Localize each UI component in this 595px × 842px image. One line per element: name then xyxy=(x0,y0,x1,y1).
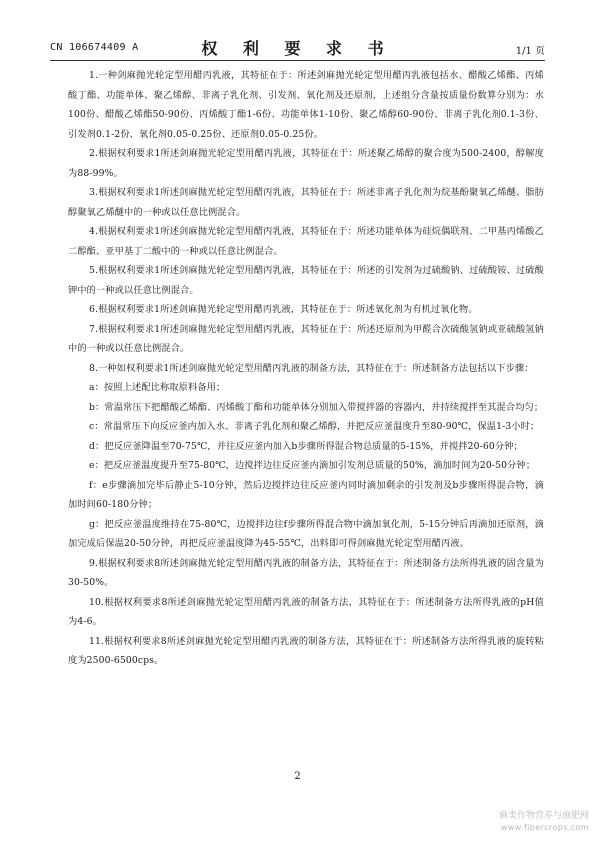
claim-2: 2.根据权利要求1所述剑麻抛光轮定型用醋丙乳液，其特征在于：所述聚乙烯醇的聚合度为500-2400，醇解度为88-99%。 xyxy=(68,148,544,179)
claim-7: 7.根据权利要求1所述剑麻抛光轮定型用醋丙乳液，其特征在于：所述还原剂为甲醛合次硫酸氢钠或亚硫酸氢钠中的一种或以任意比例混合。 xyxy=(68,323,544,354)
claim-3: 3.根据权利要求1所述剑麻抛光轮定型用醋丙乳液，其特征在于：所述非离子乳化剂为烷基酚聚氧乙烯醚、脂肪醇聚氧乙烯醚中的一种或以任意比例混合。 xyxy=(68,187,544,218)
watermark-url: www.fibercrops.com xyxy=(500,823,589,832)
watermark xyxy=(499,810,589,834)
claims-body xyxy=(68,66,544,671)
claim-8-step-e: e：把反应釜温度提升至75-80℃，边搅拌边往反应釜内滴加引发剂总质量的50%，滴加时间为20-50分钟； xyxy=(89,460,536,471)
claim-8-step-d: d：把反应釜降温至70-75℃，并往反应釜内加入b步骤所得混合物总质量的5-15%，并搅拌20-60分钟； xyxy=(89,440,523,452)
claim-8-step-f: f：e步骤滴加完毕后静止5-10分钟，然后边搅拌边往反应釜内同时滴加剩余的引发剂及b步骤所得混合物，滴加时间60-180分钟； xyxy=(68,479,544,510)
claim-1: 1.一种剑麻抛光轮定型用醋丙乳液，其特征在于：所述剑麻抛光轮定型用醋丙乳液包括水、醋酸乙烯酯、丙烯酸丁酯、功能单体、聚乙烯醇、非离子乳化剂、引发剂、氧化剂及还原剂，上述组分含量按质量份数算分别为：水100份、醋酸乙烯酯50-90份、丙烯酸丁酯1-6份、功能单体1-10份、聚乙烯醇60-90份、非离子乳化剂0.1-3份、引发剂0.1-2份、氧化剂0.05-0.25份、还原剂0.05-0.25份。 xyxy=(68,70,544,140)
page-header xyxy=(50,36,545,60)
claim-8-step-b: b：常温常压下把醋酸乙烯酯、丙烯酸丁酯和功能单体分别加入带搅拌器的容器内，并持续搅拌至其混合均匀； xyxy=(89,401,544,413)
page-indicator: 1/1 页 xyxy=(515,46,545,57)
claim-5: 5.根据权利要求1所述剑麻抛光轮定型用醋丙乳液，其特征在于：所述的引发剂为过硫酸钠、过硫酸铵、过硫酸钾中的一种或以任意比例混合。 xyxy=(68,265,544,296)
claim-8-step-g: g：把反应釜温度维持在75-80℃，边搅拌边往f步骤所得混合物中滴加氧化剂，5-15分钟后再滴加还原剂，滴加完成后保温20-50分钟，再把反应釜温度降为45-55℃，出料即可得剑麻抛光轮定型用醋丙液。 xyxy=(68,518,544,549)
claim-11: 11.根据权利要求8所述剑麻抛光轮定型用醋丙乳液的制备方法，其特征在于：所述制备方法所得乳液的旋转粘度为2500-6500cps。 xyxy=(68,635,544,666)
patent-number: CN 106674409 A xyxy=(50,42,139,53)
claim-8: 8.一种如权利要求1所述剑麻抛光轮定型用醋丙乳液的制备方法，其特征在于：所述制备方法包括以下步骤： xyxy=(89,362,534,374)
claim-9: 9.根据权利要求8所述剑麻抛光轮定型用醋丙乳液的制备方法，其特征在于：所述制备方法所得乳液的固含量为30-50%。 xyxy=(68,557,544,588)
watermark-site-name: 麻类作物营养与施肥网 xyxy=(498,811,589,821)
claim-8-step-c: c：常温常压下向反应釜内加入水、非离子乳化剂和聚乙烯醇，并把反应釜温度升至80-90℃，保温1-3小时； xyxy=(89,421,540,432)
claim-6: 6.根据权利要求1所述剑麻抛光轮定型用醋丙乳液，其特征在于：所述氧化剂为有机过氧化物。 xyxy=(89,304,478,315)
claim-8-step-a: a：按照上述配比称取原料备用； xyxy=(89,382,226,393)
page-number: 2 xyxy=(294,771,301,782)
claim-4: 4.根据权利要求1所述剑麻抛光轮定型用醋丙乳液，其特征在于：所述功能单体为硅烷偶联剂、二甲基丙烯酸乙二醇酯、亚甲基丁二酸中的一种或以任意比例混合。 xyxy=(68,226,544,257)
header-rule xyxy=(50,60,545,61)
document-title: 权 利 要 求 书 xyxy=(201,39,394,58)
claim-10: 10.根据权利要求8所述剑麻抛光轮定型用醋丙乳液的制备方法，其特征在于：所述制备方法所得乳液的pH值为4-6。 xyxy=(68,596,544,627)
